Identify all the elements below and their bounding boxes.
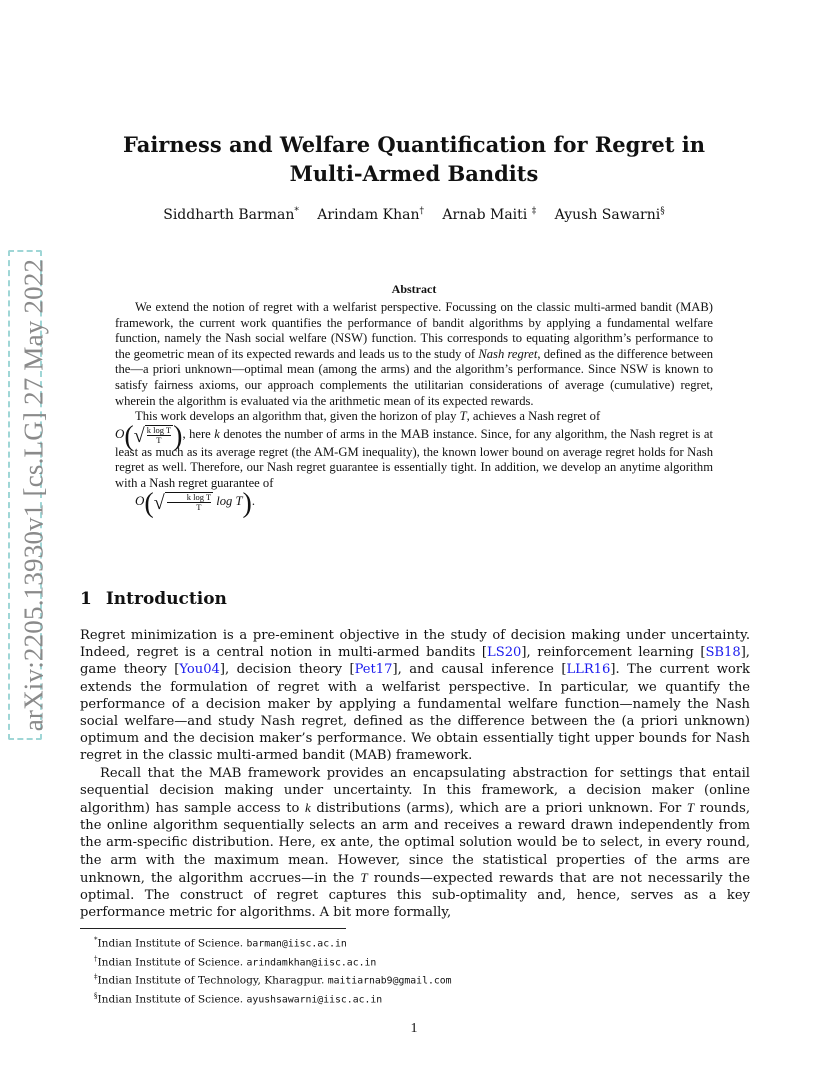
title-line-2: Multi-Armed Bandits <box>289 161 539 186</box>
arxiv-stamp[interactable] <box>14 250 54 740</box>
intro-paragraph-2: Recall that the MAB framework provides an encapsulating abstraction for settings that entail sequential decision making under uncertainty. In this framework, a decision maker (online algorithm) has sample access to k distributions (arms), which are a priori unknown. For T rounds, the online algorithm sequentially selects an arm and receives a reward drawn independently from the arm-specific distribution. Here, ex ante, the optimal solution would be to select, in every round, the arm with the maximum mean. However, since the statistical properties of the arms are unknown, the algorithm accrues—in the T rounds—expected rewards that are not necessarily the optimal. The construct of regret captures this sub-optimality and, hence, serves as a key performance metric for algorithms. A bit more formally, <box>80 765 751 921</box>
abstract-paragraph-1: We extend the notion of regret with a welfarist perspective. Focussing on the classic multi-armed bandit (MAB) framework, the current work quantifies the performance of bandit algorithms by applying a fundamental welfare function, namely the Nash social welfare (NSW) function. This corresponds to equating algorithm’s performance to the geometric mean of its expected rewards and leads us to the study of Nash regret, defined as the difference between the—a priori unknown—optimal mean (among the arms) and the algorithm’s performance. Since NSW is known to satisfy fairness axioms, our approach complements the utilitarian considerations of average (cumulative) regret, wherein the algorithm is evaluated via the arithmetic mean of its expected rewards. <box>115 300 713 408</box>
citation-pet17[interactable]: Pet17 <box>354 662 393 678</box>
footnote-1: *Indian Institute of Science. barman@iisc.ac.in <box>94 936 347 950</box>
abstract-paragraph-2: This work develops an algorithm that, given the horizon of play T, achieves a Nash regret of O(√ $\frac{\text{k log T}}{T}$ ), here k denotes the number of arms in the MAB instance. Since, for any algorithm, the Nash regret is at least as much as its average regret (the AM-GM inequality), the known lower bound on average regret holds for Nash regret as well. Therefore, our Nash regret guarantee is essentially tight. In addition, we develop an anytime algorithm with a Nash regret guarantee of O(√ $\frac{\text{k log T}}{T}$ log T). <box>115 409 713 519</box>
page-number: 1 <box>410 1021 418 1036</box>
email-sawarni[interactable]: ayushsawarni@iisc.ac.in <box>246 994 383 1006</box>
footnote-3: ‡Indian Institute of Technology, Kharagpur. maitiarnab9@gmail.com <box>94 973 452 987</box>
author-maiti: Arnab Maiti ‡ <box>442 206 537 223</box>
paper-title <box>100 130 728 188</box>
citation-llr16[interactable]: LLR16 <box>566 662 611 678</box>
email-barman[interactable]: barman@iisc.ac.in <box>246 938 347 950</box>
fraction: $\frac{\text{k log T}}{T}$ <box>146 424 172 445</box>
title-line-1: Fairness and Welfare Quantification for Regret in <box>122 132 706 157</box>
fraction-2: $\frac{\text{k log T}}{T}$ <box>165 492 213 512</box>
citation-sb18[interactable]: SB18 <box>705 645 741 661</box>
anytime-bound: O(√ $\frac{\text{k log T}}{T}$ log T). <box>135 487 255 519</box>
nash-regret-bound: O(√ $\frac{\text{k log T}}{T}$ ) <box>115 420 183 452</box>
author-barman: Siddharth Barman* <box>163 206 299 223</box>
author-khan: Arindam Khan† <box>317 206 424 223</box>
email-maiti[interactable]: maitiarnab9@gmail.com <box>327 976 452 987</box>
footnote-divider <box>80 928 346 929</box>
author-sawarni: Ayush Sawarni§ <box>554 206 665 223</box>
footnote-2: †Indian Institute of Science. arindamkhan@iisc.ac.in <box>94 954 377 969</box>
section-heading-introduction: 1 Introduction <box>80 589 227 609</box>
introduction-body <box>80 627 750 921</box>
abstract-heading: Abstract <box>391 282 437 296</box>
citation-ls20[interactable]: LS20 <box>487 645 522 661</box>
arxiv-id[interactable]: arXiv:2205.13930v1 [cs.LG] 27 May 2022 <box>18 258 49 732</box>
intro-paragraph-1: Regret minimization is a pre-eminent objective in the study of decision making under uncertainty. Indeed, regret is a central notion in multi-armed bandits [LS20], reinforcement learning [SB18], game theory [You04], decision theory [Pet17], and causal inference [LLR16]. The current work extends the formulation of regret with a welfarist perspective. In particular, we quantify the performance of a decision maker by applying a fundamental welfare function—namely the Nash social welfare—and study Nash regret, defined as the difference between the (a priori unknown) optimum and the decision maker’s performance. We obtain essentially tight upper bounds for Nash regret in the classic multi-armed bandit (MAB) framework. <box>80 628 750 764</box>
citation-you04[interactable]: You04 <box>179 662 220 678</box>
abstract-body <box>115 300 713 519</box>
footnote-4: §Indian Institute of Science. ayushsawarni@iisc.ac.in <box>94 992 383 1006</box>
author-list <box>100 206 728 223</box>
email-khan[interactable]: arindamkhan@iisc.ac.in <box>246 957 377 969</box>
footnotes <box>94 933 452 1008</box>
